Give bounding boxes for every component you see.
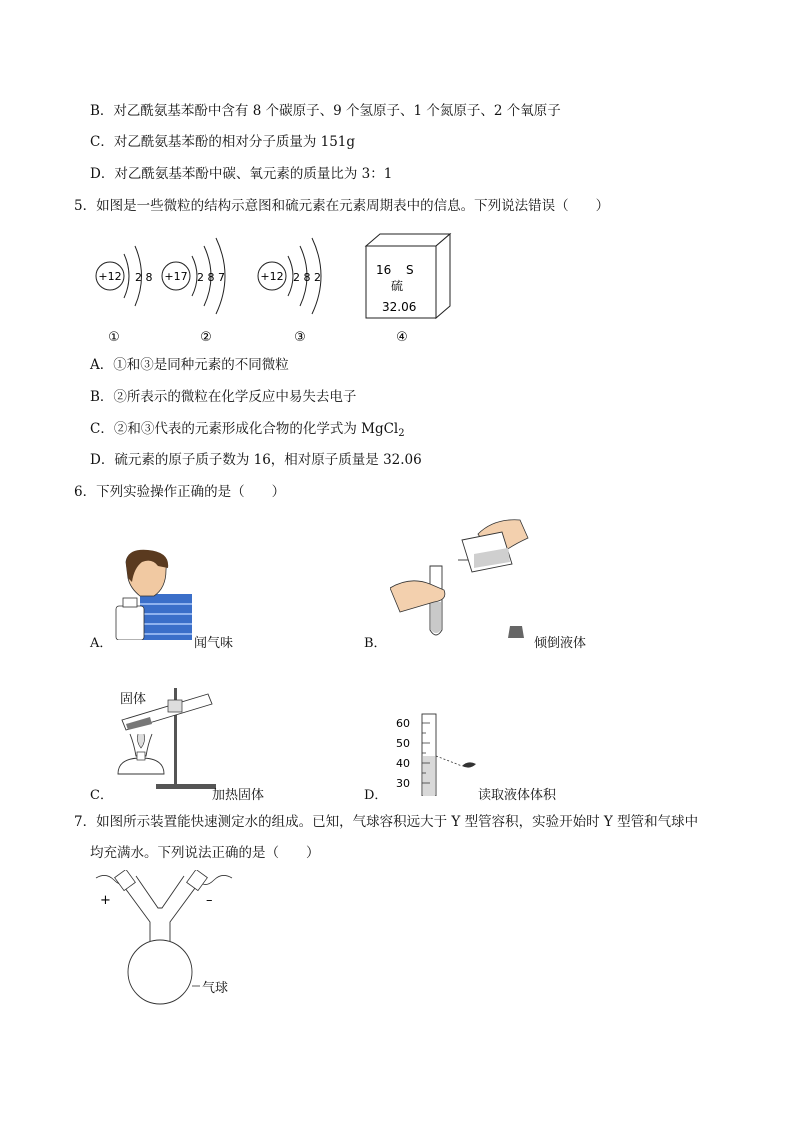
q4-option-b: B．对乙酰氨基苯酚中含有 8 个碳原子、9 个氢原子、1 个氮原子、2 个氧原子: [90, 103, 561, 119]
particle-3-label: ③: [294, 330, 306, 345]
option-c-caption: 加热固体: [212, 788, 265, 803]
q7-stem-line2: 均充满水。下列说法正确的是（ ）: [90, 845, 320, 861]
particle-2-nucleus: +17: [164, 270, 188, 283]
sulfur-name: 硫: [391, 279, 404, 293]
q5-structure-diagrams: [88, 224, 468, 348]
smell-gas-illustration: [112, 548, 192, 640]
sulfur-atomic-mass: 32.06: [382, 300, 417, 314]
q5-option-c: C．②和③代表的元素形成化合物的化学式为 MgCl$_2$: [90, 421, 405, 439]
particle-3-nucleus: +12: [260, 270, 284, 283]
q5-option-a: A．①和③是同种元素的不同微粒: [90, 357, 289, 373]
particle-3-diagram: [258, 238, 321, 314]
q4-option-c: C．对乙酰氨基苯酚的相对分子质量为 151g: [90, 134, 356, 150]
option-a-caption: 闻气味: [194, 636, 234, 651]
q6-stem: 6．下列实验操作正确的是（ ）: [74, 484, 286, 500]
particle-1-label: ①: [108, 330, 120, 345]
particle-2-shells: 2 8 7: [197, 271, 225, 284]
q5-stem: 5．如图是一些微粒的结构示意图和硫元素在元素周期表中的信息。下列说法错误（ ）: [74, 198, 610, 214]
positive-terminal: +: [100, 893, 111, 908]
tick-30: 30: [396, 777, 410, 790]
graduated-cylinder-illustration: [392, 712, 482, 796]
pour-liquid-illustration: [390, 514, 530, 644]
option-d-caption: 读取液体体积: [478, 788, 557, 803]
option-b-caption: 倾倒液体: [534, 636, 587, 651]
option-a-letter: A．: [90, 636, 113, 651]
q4-option-d: D．对乙酰氨基苯酚中碳、氧元素的质量比为 3：1: [90, 166, 393, 182]
sulfur-element-cell: [366, 234, 450, 318]
tick-40: 40: [396, 757, 410, 770]
particle-1-nucleus: +12: [98, 270, 122, 283]
balloon-label: 气球: [202, 981, 229, 996]
particle-3-shells: 2 8 2: [293, 271, 321, 284]
particle-1-shells: 2 8: [135, 271, 153, 284]
option-c-letter: C．: [90, 788, 113, 803]
sulfur-symbol: S: [406, 263, 414, 277]
eye-icon: [462, 762, 476, 767]
option-d-letter: D．: [364, 788, 388, 803]
q5-option-d: D．硫元素的原子质子数为 16，相对原子质量是 32.06: [90, 452, 422, 468]
particle-1-diagram: [96, 246, 153, 306]
tick-50: 50: [396, 737, 410, 750]
negative-terminal: –: [206, 893, 213, 908]
option-b-letter: B．: [364, 636, 387, 651]
q7-stem-line1: 7．如图所示装置能快速测定水的组成。已知，气球容积远大于 Y 型管容积，实验开始时 Y 型管和气球中: [74, 814, 699, 830]
element-label: ④: [396, 330, 408, 345]
particle-2-diagram: [162, 238, 225, 314]
tick-60: 60: [396, 717, 410, 730]
solid-label: 固体: [120, 692, 147, 707]
sulfur-atomic-number: 16: [376, 263, 392, 277]
q5-option-b: B．②所表示的微粒在化学反应中易失去电子: [90, 389, 357, 405]
particle-2-label: ②: [200, 330, 212, 345]
